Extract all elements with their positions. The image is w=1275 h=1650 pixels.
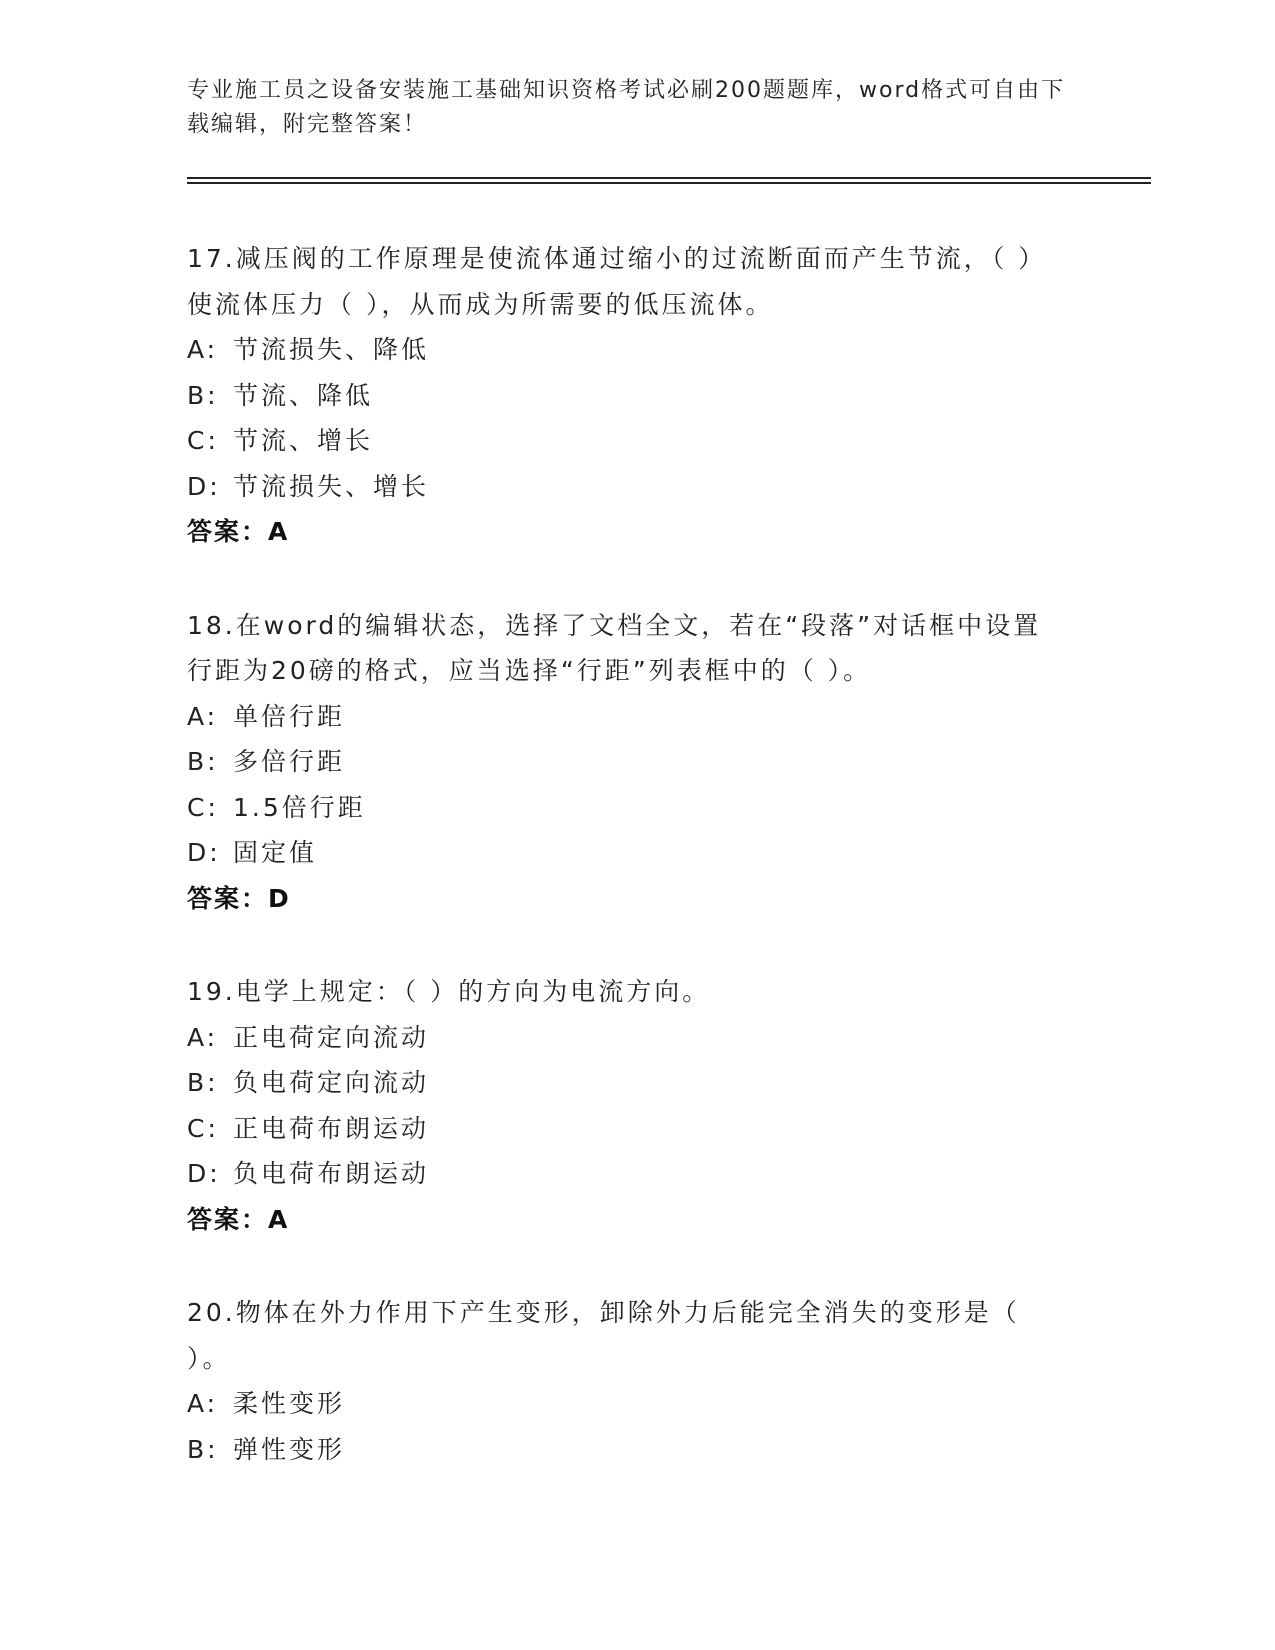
answer-line: 答案：A <box>187 517 290 546</box>
option-text: 固定值 <box>233 838 318 867</box>
option-text: 负电荷布朗运动 <box>233 1159 430 1188</box>
option-letter: A: <box>187 1389 219 1418</box>
option-c <box>187 418 1067 464</box>
option-c <box>187 785 1067 831</box>
option-b <box>187 1060 1067 1106</box>
option-letter: C: <box>187 792 219 822</box>
question-text: 20.物体在外力作用下产生变形，卸除外力后能完全消失的变形是（ ）。 <box>187 1298 1020 1373</box>
header-divider-bottom <box>187 182 1151 184</box>
question-text: 18.在word的编辑状态，选择了文档全文，若在“段落”对话框中设置行距为20磅的格式，应当选择“行距”列表框中的（ ）。 <box>187 610 1042 685</box>
option-b <box>187 1427 1067 1473</box>
option-text: 正电荷布朗运动 <box>233 1113 430 1143</box>
option-a <box>187 1015 1067 1061</box>
header-divider-top <box>187 177 1151 179</box>
option-letter: D: <box>187 1159 221 1188</box>
option-letter: B: <box>187 747 219 776</box>
option-letter: C: <box>187 426 219 455</box>
option-text: 弹性变形 <box>233 1434 346 1464</box>
option-letter: A: <box>187 701 219 731</box>
option-d <box>187 464 1067 510</box>
option-text: 节流损失、降低 <box>233 335 430 364</box>
option-text: 正电荷定向流动 <box>233 1022 430 1052</box>
option-letter: B: <box>187 1434 219 1464</box>
option-letter: B: <box>187 380 219 410</box>
option-a <box>187 1381 1067 1427</box>
option-text: 1.5倍行距 <box>233 792 366 822</box>
question-18 <box>187 603 1067 922</box>
question-text: 17.减压阀的工作原理是使流体通过缩小的过流断面而产生节流，（ ）使流体压力（ ），从而成为所需要的低压流体。 <box>187 244 1047 319</box>
option-text: 多倍行距 <box>233 747 346 776</box>
option-letter: A: <box>187 335 219 364</box>
option-b <box>187 739 1067 785</box>
option-d <box>187 830 1067 876</box>
option-text: 负电荷定向流动 <box>233 1068 430 1097</box>
option-letter: C: <box>187 1113 219 1143</box>
question-list <box>187 236 1067 1520</box>
option-letter: D: <box>187 471 221 501</box>
question-text: 19.电学上规定：（ ）的方向为电流方向。 <box>187 977 711 1006</box>
option-a <box>187 694 1067 740</box>
answer-line: 答案：A <box>187 1204 290 1234</box>
option-letter: B: <box>187 1068 219 1097</box>
option-a <box>187 327 1067 373</box>
document-header: 专业施工员之设备安装施工基础知识资格考试必刷200题题库，word格式可自由下载编辑，附完整答案！ <box>187 78 1066 137</box>
question-19 <box>187 969 1067 1242</box>
question-17 <box>187 236 1067 555</box>
option-text: 柔性变形 <box>233 1389 346 1418</box>
option-letter: D: <box>187 838 221 867</box>
option-c <box>187 1106 1067 1152</box>
option-d <box>187 1151 1067 1197</box>
option-b <box>187 373 1067 419</box>
option-text: 节流损失、增长 <box>233 471 430 501</box>
option-text: 节流、降低 <box>233 380 374 410</box>
option-letter: A: <box>187 1022 219 1052</box>
question-20 <box>187 1290 1067 1472</box>
option-text: 节流、增长 <box>233 426 374 455</box>
option-text: 单倍行距 <box>233 701 346 731</box>
answer-line: 答案：D <box>187 883 291 913</box>
